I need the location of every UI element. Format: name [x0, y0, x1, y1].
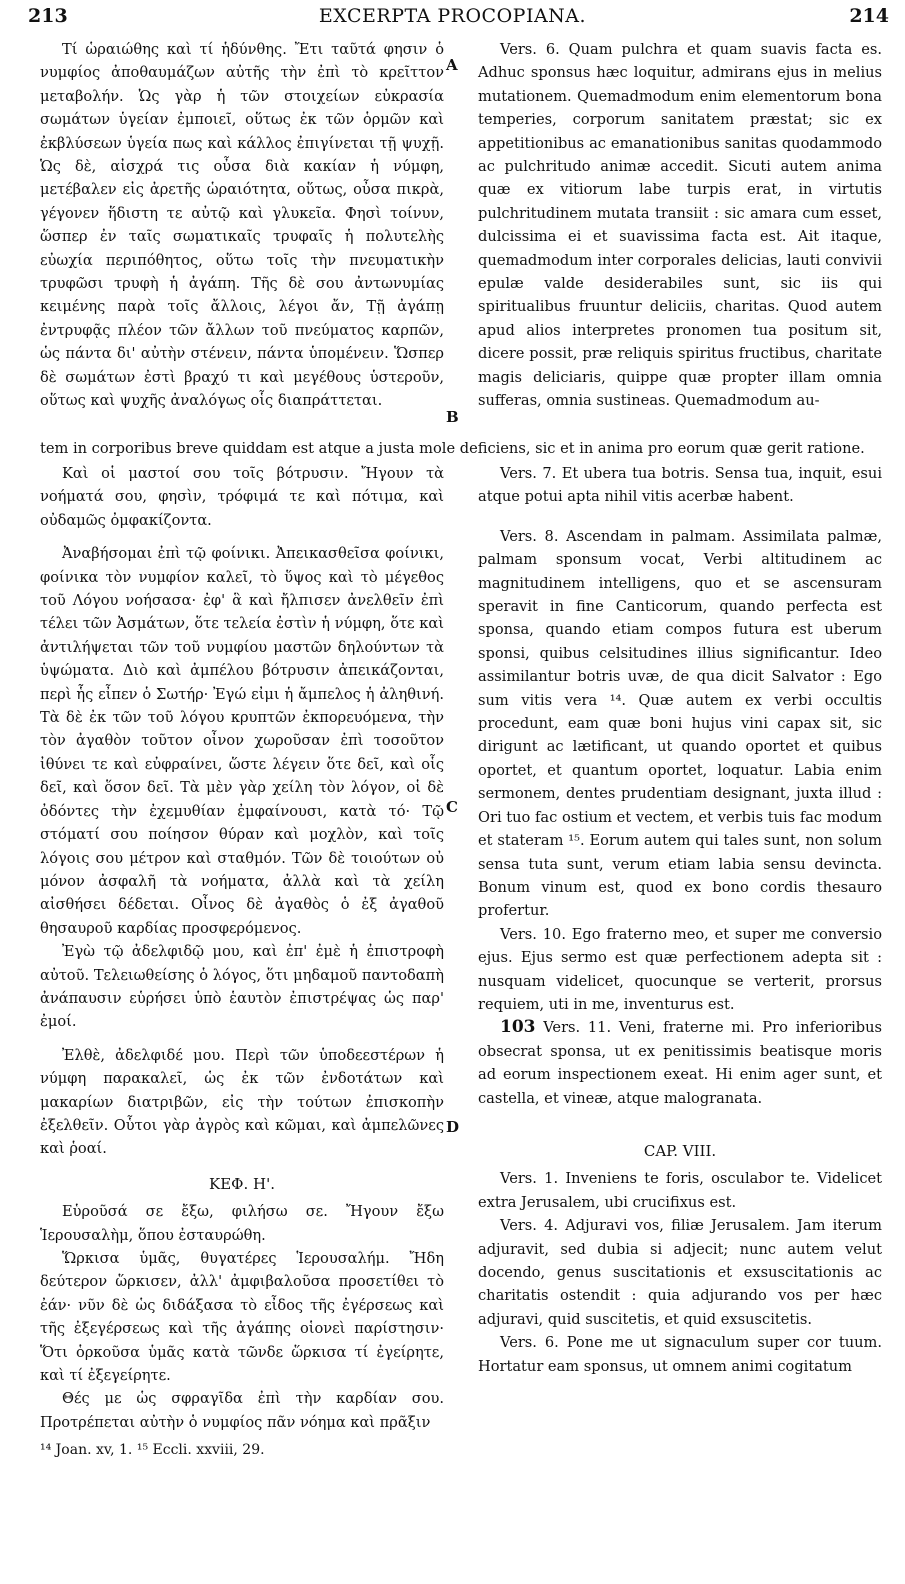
- latin-column-bottom: [478, 462, 882, 1378]
- margin-marker-d: D: [446, 1118, 460, 1136]
- greek-paragraph: Καὶ οἱ μαστοί σου τοῖς βότρυσιν. Ἤγουν τὰ νοήματά σου, φησὶν, τρόφιμά τε καὶ πότιμα, καὶ οὐδαμῶς ὀμφακίζοντα.: [40, 465, 444, 529]
- latin-paragraph: Vers. 10. Ego fraterno meo, et super me conversio ejus. Ejus sermo est quæ perfectionem adepta sit : nusquam videlicet, quocunque se verterit, prorsus requiem, uti in me, inventurus est.: [478, 925, 882, 1013]
- latin-paragraph: Vers. 6. Quam pulchra et quam suavis facta es. Adhuc sponsus hæc loquitur, admirans ejus in melius mutationem. Quemadmodum enim elementorum bona temperies, corporum sanitatem præstat; sic ex appetitionibus ac emanationibus sanitas quodammodo ac pulchritudo animæ accedit. Sicuti autem anima quæ ex vitiorum labe turpis erat, in virtutis pulchritudinem mutata transiit : sic amara cum esset, dulcissima ei et suavissima facta est. Ait itaque, quemadmodum inter corporales delicias, lauti convivii epulæ valde desiderabiles sunt, sic iis qui spiritualibus fruuntur deliciis, charitas. Quod autem apud alios interpretes pronomen tua positum sit, dicere possit, præ reliquis spiritus fructibus, charitate magis deliciaris, quippe quæ propter illam omnia sufferas, omnia sustineas. Quemadmodum au-: [478, 41, 882, 410]
- latin-paragraph: Vers. 6. Pone me ut signaculum super cor tuum. Hortatur eam sponsus, ut omnem animi cogitatum: [478, 1334, 882, 1375]
- spanning-line: tem in corporibus breve quiddam est atque a justa mole deficiens, sic et in anima pro eorum quæ gerit ratione.: [40, 440, 865, 457]
- page-number-right: 214: [849, 5, 889, 27]
- greek-paragraph: Ἐλθὲ, ἀδελφιδέ μου. Περὶ τῶν ὑποδεεστέρων ἡ νύμφη παρακαλεῖ, ὡς ἐκ τῶν ἐνδοτάτων καὶ μακαρίων διατριβῶν, εἰς τὴν τούτων ἐπισκοπὴν ἐξελθεῖν. Οὗτοι γὰρ ἀγρὸς καὶ κῶμαι, καὶ ἀμπελῶνες καὶ ῥοαί.: [40, 1046, 444, 1158]
- latin-paragraph: Vers. 7. Et ubera tua botris. Sensa tua, inquit, esui atque potui apta nihil vitis acerbæ habent.: [478, 465, 882, 506]
- greek-paragraph: Εὑροῦσά σε ἔξω, φιλήσω σε. Ἤγουν ἔξω Ἱερουσαλὴμ, ὅπου ἐσταυρώθη.: [40, 1203, 444, 1244]
- greek-column-top: [40, 38, 444, 413]
- greek-chapter-heading: ΚΕΦ. Η'.: [209, 1174, 275, 1193]
- greek-paragraph: Θές με ὡς σφραγῖδα ἐπὶ τὴν καρδίαν σου. Προτρέπεται αὐτὴν ὁ νυμφίος πᾶν νόημα καὶ πρᾶξιν: [40, 1390, 444, 1431]
- margin-marker-a: A: [446, 56, 458, 74]
- greek-column-bottom: [40, 462, 444, 1434]
- running-title: EXCERPTA PROCOPIANA.: [318, 5, 587, 27]
- greek-paragraph: Ἀναβήσομαι ἐπὶ τῷ φοίνικι. Ἀπεικασθεῖσα φοίνικι, φοίνικα τὸν νυμφίον καλεῖ, τὸ ὕψος καὶ τὸ μέγεθος τοῦ Λόγου νοήσασα· ἐφ' ἃ καὶ ἤλπισεν ἀνελθεῖν ἐπὶ τέλει τῶν Ἀσμάτων, ὅτε τελεία ἐστὶν ἡ νύμφη, ὅτε καὶ ἀντιλήψεται τῶν τοῦ νυμφίου μαστῶν δηλούντων τὰ ὑψώματα. Διὸ καὶ ἀμπέλου βότρυσιν ἀπεικάζονται, περὶ ἧς εἶπεν ὁ Σωτήρ· Ἐγώ εἰμι ἡ ἄμπελος ἡ ἀληθινή. Τὰ δὲ ἐκ τῶν τοῦ λόγου κρυπτῶν ἐκπορευόμενα, τὴν τὸν ἀγαθὸν τοῦτον οἶνον χωροῦσαν ἐπὶ τοσοῦτον ἰθύνει τε καὶ εὐφραίνει, ὥστε λέγειν ὅτε δεῖ, καὶ οἷς δεῖ, καὶ ὅσον δεῖ. Τὰ μὲν γὰρ χείλη τὸν λόγον, οἱ δὲ ὀδόντες τὴν ἐχεμυθίαν ἐμφαίνουσι, κατὰ τό· Τῷ στόματί σου ποίησον θύραν καὶ μοχλὸν, καὶ τοῖς λόγοις σου μέτρον καὶ σταθμόν. Τῶν δὲ τοιούτων οὐ μόνον ἀσφαλῆ τὰ νοήματα, ἀλλὰ καὶ τὰ χείλη αἰσθήσει δέδεται. Οἶνος δὲ ἀγαθὸς ὁ ἐξ ἀγαθοῦ θησαυροῦ καρδίας προσφερόμενος.: [40, 545, 444, 937]
- latin-paragraph: Vers. 8. Ascendam in palmam. Assimilata palmæ, palmam sponsum vocat, Verbi altitudinem ac magnitudinem intelligens, quo et se ascensuram speravit in fine Canticorum, quando perfecta est sponsa, quando etiam compos futura est uberum sponsi, quibus celsitudines illius significantur. Ideo assimilantur botris uvæ, de qua dicit Salvator : Ego sum vitis vera ¹⁴. Quæ autem ex verbi occultis procedunt, eam quæ boni hujus vini capax sit, sic dirigunt ac lætificant, ut quando oportet et quibus oportet, et quantum oportet, loquatur. Labia enim sermonem, dentes prudentiam designant, juxta illud : Ori tuo fac ostium et vectem, et verbis tuis fac modum et stateram ¹⁵. Eorum autem qui tales sunt, non solum sensa tuta sunt, verum etiam labia sensu devincta. Bonum vinum est, quod ex bono cordis thesauro profertur.: [478, 527, 882, 920]
- latin-paragraph: Vers. 1. Inveniens te foris, osculabor te. Videlicet extra Jerusalem, ubi crucifixus est.: [478, 1170, 882, 1211]
- greek-paragraph: Τί ὡραιώθης καὶ τί ἡδύνθης. Ἔτι ταῦτά φησιν ὁ νυμφίος ἀποθαυμάζων αὐτῆς τὴν ἐπὶ τὸ κρεῖττον μεταβολήν. Ὡς γὰρ ἡ τῶν στοιχείων εὐκρασία σωμάτων ὑγείαν ἐμποιεῖ, οὕτως ἐκ τῶν ὁρμῶν καὶ ἐκβλύσεων ὑγεία πως καὶ κάλλος ἐπιγίνεται τῇ ψυχῇ. Ὡς δὲ, αἰσχρά τις οὖσα διὰ κακίαν ἡ νύμφη, μετέβαλεν εἰς ἀρετῆς ὡραιότητα, οὕτως, οὖσα πικρὰ, γέγονεν ἥδιστη τε αὐτῷ καὶ γλυκεῖα. Φησὶ τοίνυν, ὥσπερ ἐν ταῖς σωματικαῖς τρυφαῖς ἡ πολυτελὴς εὐωχία περιπόθητος, οὕτω τοῖς τὴν πνευματικὴν τρυφῶσι τρυφὴ ἡ ἀγάπη. Τῆς δὲ σου ἀντωνυμίας κειμένης παρὰ τοῖς ἄλλοις, λέγοι ἄν, Τῇ ἀγάπῃ ἐντρυφᾷς πλέον τῶν ἄλλων τοῦ πνεύματος καρπῶν, ὡς πάντα δι' αὐτὴν στένειν, πάντα ὑπομένειν. Ὥσπερ δὲ σωμάτων ἐστὶ βραχύ τι καὶ μεγέθους ὑστεροῦν, οὕτως καὶ ψυχῆς ἀναλόγως οἷς διαπράττεται.: [40, 41, 444, 410]
- margin-marker-b: B: [446, 408, 459, 426]
- latin-paragraph-103: [478, 1016, 882, 1110]
- latin-paragraph-text: Vers. 11. Veni, fraterne mi. Pro inferioribus obsecrat sponsa, ut ex penitissimis beatisque moris ad eorum inspectionem exeat. Hi enim ager sunt, et castella, et vineæ, atque malogranata.: [478, 1019, 883, 1107]
- margin-marker-c: C: [446, 798, 458, 816]
- page-number-left: 213: [28, 5, 68, 27]
- latin-column-top: [478, 38, 882, 413]
- footnote: ¹⁴ Joan. xv, 1. ¹⁵ Eccli. xxviii, 29.: [40, 1442, 265, 1458]
- greek-paragraph: Ἐγὼ τῷ ἀδελφιδῷ μου, καὶ ἐπ' ἐμὲ ἡ ἐπιστροφὴ αὐτοῦ. Τελειωθείσης ὁ λόγος, ὅτι μηδαμοῦ παντοδαπὴ ἀνάπαυσιν εὑρήσει ὑπὸ ἑαυτὸν ἐπιστρέψας ὡς παρ' ἐμοί.: [40, 943, 444, 1031]
- column-number-103: 103: [500, 1017, 536, 1038]
- latin-paragraph: Vers. 4. Adjuravi vos, filiæ Jerusalem. Jam iterum adjuravit, sed dubia si adjecit; nunc autem velut docendo, genus suscitationis et exsuscitationis ac charitatis ostendit : quia adjurando vos per hæc adjuravi, quid suscitetis, et quid exsuscitetis.: [478, 1217, 882, 1328]
- greek-paragraph: Ὥρκισα ὑμᾶς, θυγατέρες Ἱερουσαλήμ. Ἤδη δεύτερον ὥρκισεν, ἀλλ' ἀμφιβαλοῦσα προσετίθει τὸ ἐάν· νῦν δὲ ὡς διδάξασα τὸ εἶδος τῆς ἐγέρσεως καὶ τῆς ἐξεγέρσεως καὶ τῆς ἀγάπης οἱονεὶ παρίστησιν· Ὅτι ὁρκοῦσα ὑμᾶς κατὰ τῶνδε ὥρκισα τί ἐγείρητε, καὶ τί ἐξεγείρητε.: [40, 1250, 444, 1385]
- latin-chapter-heading: CAP. VIII.: [643, 1141, 717, 1160]
